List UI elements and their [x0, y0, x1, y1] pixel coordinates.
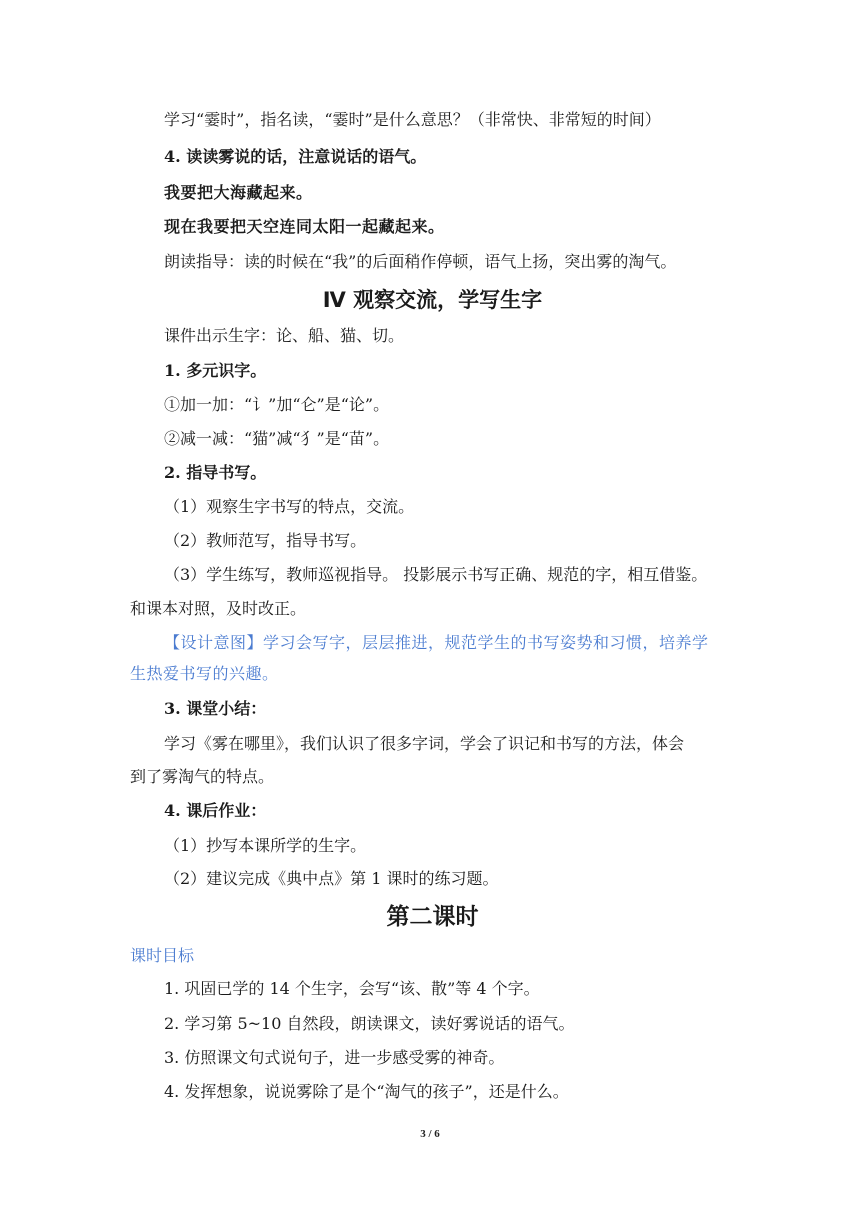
section-heading-iv: Ⅳ 观察交流，学写生字 [322, 288, 543, 312]
courseware-chars: 课件出示生字：论、船、猫、切。 [164, 326, 405, 345]
paragraph-shashi: 学习“霎时”，指名读，“霎时”是什么意思？（非常快、非常短的时间） [164, 110, 661, 129]
writing-step-3-cont: 和课本对照，及时改正。 [130, 599, 307, 618]
design-intent: 【设计意图】学习会写字，层层推进，规范学生的书写姿势和习惯，培养学 [164, 633, 709, 652]
reading-guide: 朗读指导：读的时候在“我”的后面稍作停顿，语气上扬，突出雾的淘气。 [164, 252, 677, 271]
homework-2: （2）建议完成《典中点》第 1 课时的练习题。 [164, 869, 499, 888]
lesson-2-heading: 第二课时 [386, 904, 479, 930]
design-intent-cont: 生热爱书写的兴趣。 [130, 664, 279, 683]
writing-step-3: （3）学生练写，教师巡视指导。 投影展示书写正确、规范的字，相互借鉴。 [164, 565, 708, 584]
step-4-heading: 4. 读读雾说的话，注意说话的语气。 [164, 147, 427, 166]
subtract-method: ②减一减：“猫”减“犭”是“苗”。 [164, 429, 390, 448]
quote-hide-sea: 我要把大海藏起来。 [164, 183, 313, 202]
lesson-goals-subheading: 课时目标 [130, 946, 195, 965]
homework-1: （1）抄写本课所学的生字。 [164, 836, 367, 855]
writing-step-2: （2）教师范写，指导书写。 [164, 531, 367, 550]
goal-4: 4. 发挥想象，说说雾除了是个“淘气的孩子”，还是什么。 [164, 1082, 569, 1101]
summary-text-cont: 到了雾淘气的特点。 [130, 767, 275, 786]
writing-step-1: （1）观察生字书写的特点，交流。 [164, 497, 415, 516]
goal-3: 3. 仿照课文句式说句子，进一步感受雾的神奇。 [164, 1048, 505, 1067]
goal-2: 2. 学习第 5~10 自然段，朗读课文，读好雾说话的语气。 [164, 1014, 575, 1033]
step-3-heading: 3. 课堂小结： [164, 699, 267, 718]
step-2-heading: 2. 指导书写。 [164, 463, 267, 482]
goal-1: 1. 巩固已学的 14 个生字，会写“该、散”等 4 个字。 [164, 979, 540, 998]
quote-hide-sky: 现在我要把天空连同太阳一起藏起来。 [164, 217, 445, 236]
page-number: 3 / 6 [420, 1128, 440, 1140]
add-method: ①加一加：“讠”加“仑”是“论”。 [164, 395, 390, 414]
summary-text: 学习《雾在哪里》，我们认识了很多字词，学会了识记和书写的方法，体会 [164, 734, 685, 753]
step-1-heading: 1. 多元识字。 [164, 361, 267, 380]
step-4-homework-heading: 4. 课后作业： [164, 801, 267, 820]
